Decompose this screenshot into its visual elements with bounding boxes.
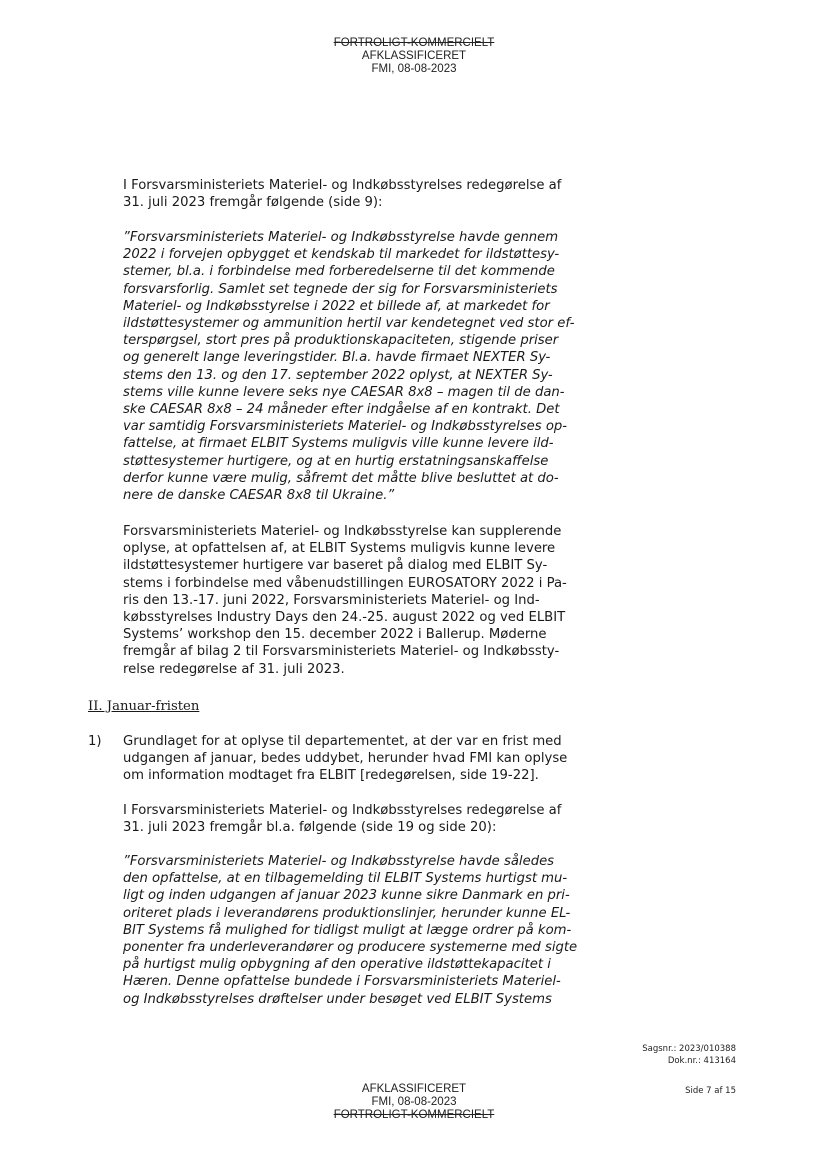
document-meta [642,1043,736,1067]
declassification-authority-date: FMI, 08-08-2023 [371,63,457,75]
page-number: Side 7 af 15 [685,1086,736,1096]
list-item-text: Grundlaget for at oplyse til departementet, at der var en frist med udgangen af januar, bedes uddybet, herunder hvad FMI kan oplyse om information modtaget fra ELBIT [redegørelsen, side 19-22]. [123,734,568,784]
list-item-number: 1) [88,734,102,749]
intro-paragraph: I Forsvarsministeriets Materiel- og Indkøbsstyrelses redegørelse af 31. juli 2023 fremgår følgende (side 9): [123,178,562,211]
intro-paragraph-2: I Forsvarsministeriets Materiel- og Indkøbsstyrelses redegørelse af 31. juli 2023 fremgår bl.a. følgende (side 19 og side 20): [123,803,562,836]
footer-stamp [0,1083,828,1122]
header-stamp [0,37,828,76]
declassified-label: AFKLASSIFICERET [361,1083,467,1095]
block-quote: ”Forsvarsministeriets Materiel- og Indkøbsstyrelse havde gennem 2022 i forvejen opbygget et kendskab til markedet for ildstøttesy- stemer, bl.a. i forbindelse med forberedelserne til det kommende forsvarsforlig. Samlet set tegnede der sig for Forsvarsministeriets Materiel- og Indkøbsstyrelse i 2022 et billede af, at markedet for ildstøttesystemer og ammunition hertil var kendetegnet ved stor ef- terspørgsel, stort pres på produktionskapaciteten, stigende priser og generelt lange leveringstider. Bl.a. havde firmaet NEXTER Sy- stems den 13. og den 17. september 2022 oplyst, at NEXTER Sy- stems ville kunne levere seks nye CAESAR 8x8 – magen til de dan- ske CAESAR 8x8 – 24 måneder efter indgåelse af en kontrakt. Det var samtidig Forsvarsministeriets Materiel- og Indkøbsstyrelses op- fattelse, at firmaet ELBIT Systems muligvis ville kunne levere ild- støttesystemer hurtigere, og at en hurtig erstatningsanskaffelse derfor kunne være mulig, såfremt det måtte blive besluttet at do- nere de danske CAESAR 8x8 til Ukraine.” [123,230,575,504]
classification-label: FORTROLIGT-KOMMERCIELT [333,37,495,49]
classification-label: FORTROLIGT-KOMMERCIELT [333,1109,495,1121]
block-quote-2: ”Forsvarsministeriets Materiel- og Indkøbsstyrelse havde således den opfattelse, at en tilbagemelding til ELBIT Systems hurtigst mu- ligt og inden udgangen af januar 2023 kunne sikre Danmark en pri- oriteret plads i leverandørens produktionslinjer, herunder kunne EL- BIT Systems få mulighed for tidligst muligt at lægge ordrer på kom- ponenter fra underleverandører og producere systemerne med sigte på hurtigst mulig opbygning af den operative ildstøttekapacitet i Hæren. Denne opfattelse bundede i Forsvarsministeriets Materiel- og Indkøbsstyrelses drøftelser under besøget ved ELBIT Systems [123,854,578,1007]
declassified-label: AFKLASSIFICERET [361,50,467,62]
declassification-authority-date: FMI, 08-08-2023 [371,1096,457,1108]
case-number: Sagsnr.: 2023/010388 [642,1044,736,1054]
section-heading: II. Januar-fristen [88,699,200,714]
supplementary-paragraph: Forsvarsministeriets Materiel- og Indkøbsstyrelse kan supplerende oplyse, at opfattelsen af, at ELBIT Systems muligvis kunne levere ildstøttesystemer hurtigere var baseret på dialog med ELBIT Sy- stems i forbindelse med våbenudstillingen EUROSATORY 2022 i Pa- ris den 13.-17. juni 2022, Forsvarsministeriets Materiel- og Ind- købsstyrelses Industry Days den 24.-25. august 2022 og ved ELBIT Systems’ workshop den 15. december 2022 i Ballerup. Møderne fremgår af bilag 2 til Forsvarsministeriets Materiel- og Indkøbssty- relse redegørelse af 31. juli 2023. [123,524,567,677]
document-number: Dok.nr.: 413164 [667,1056,736,1066]
